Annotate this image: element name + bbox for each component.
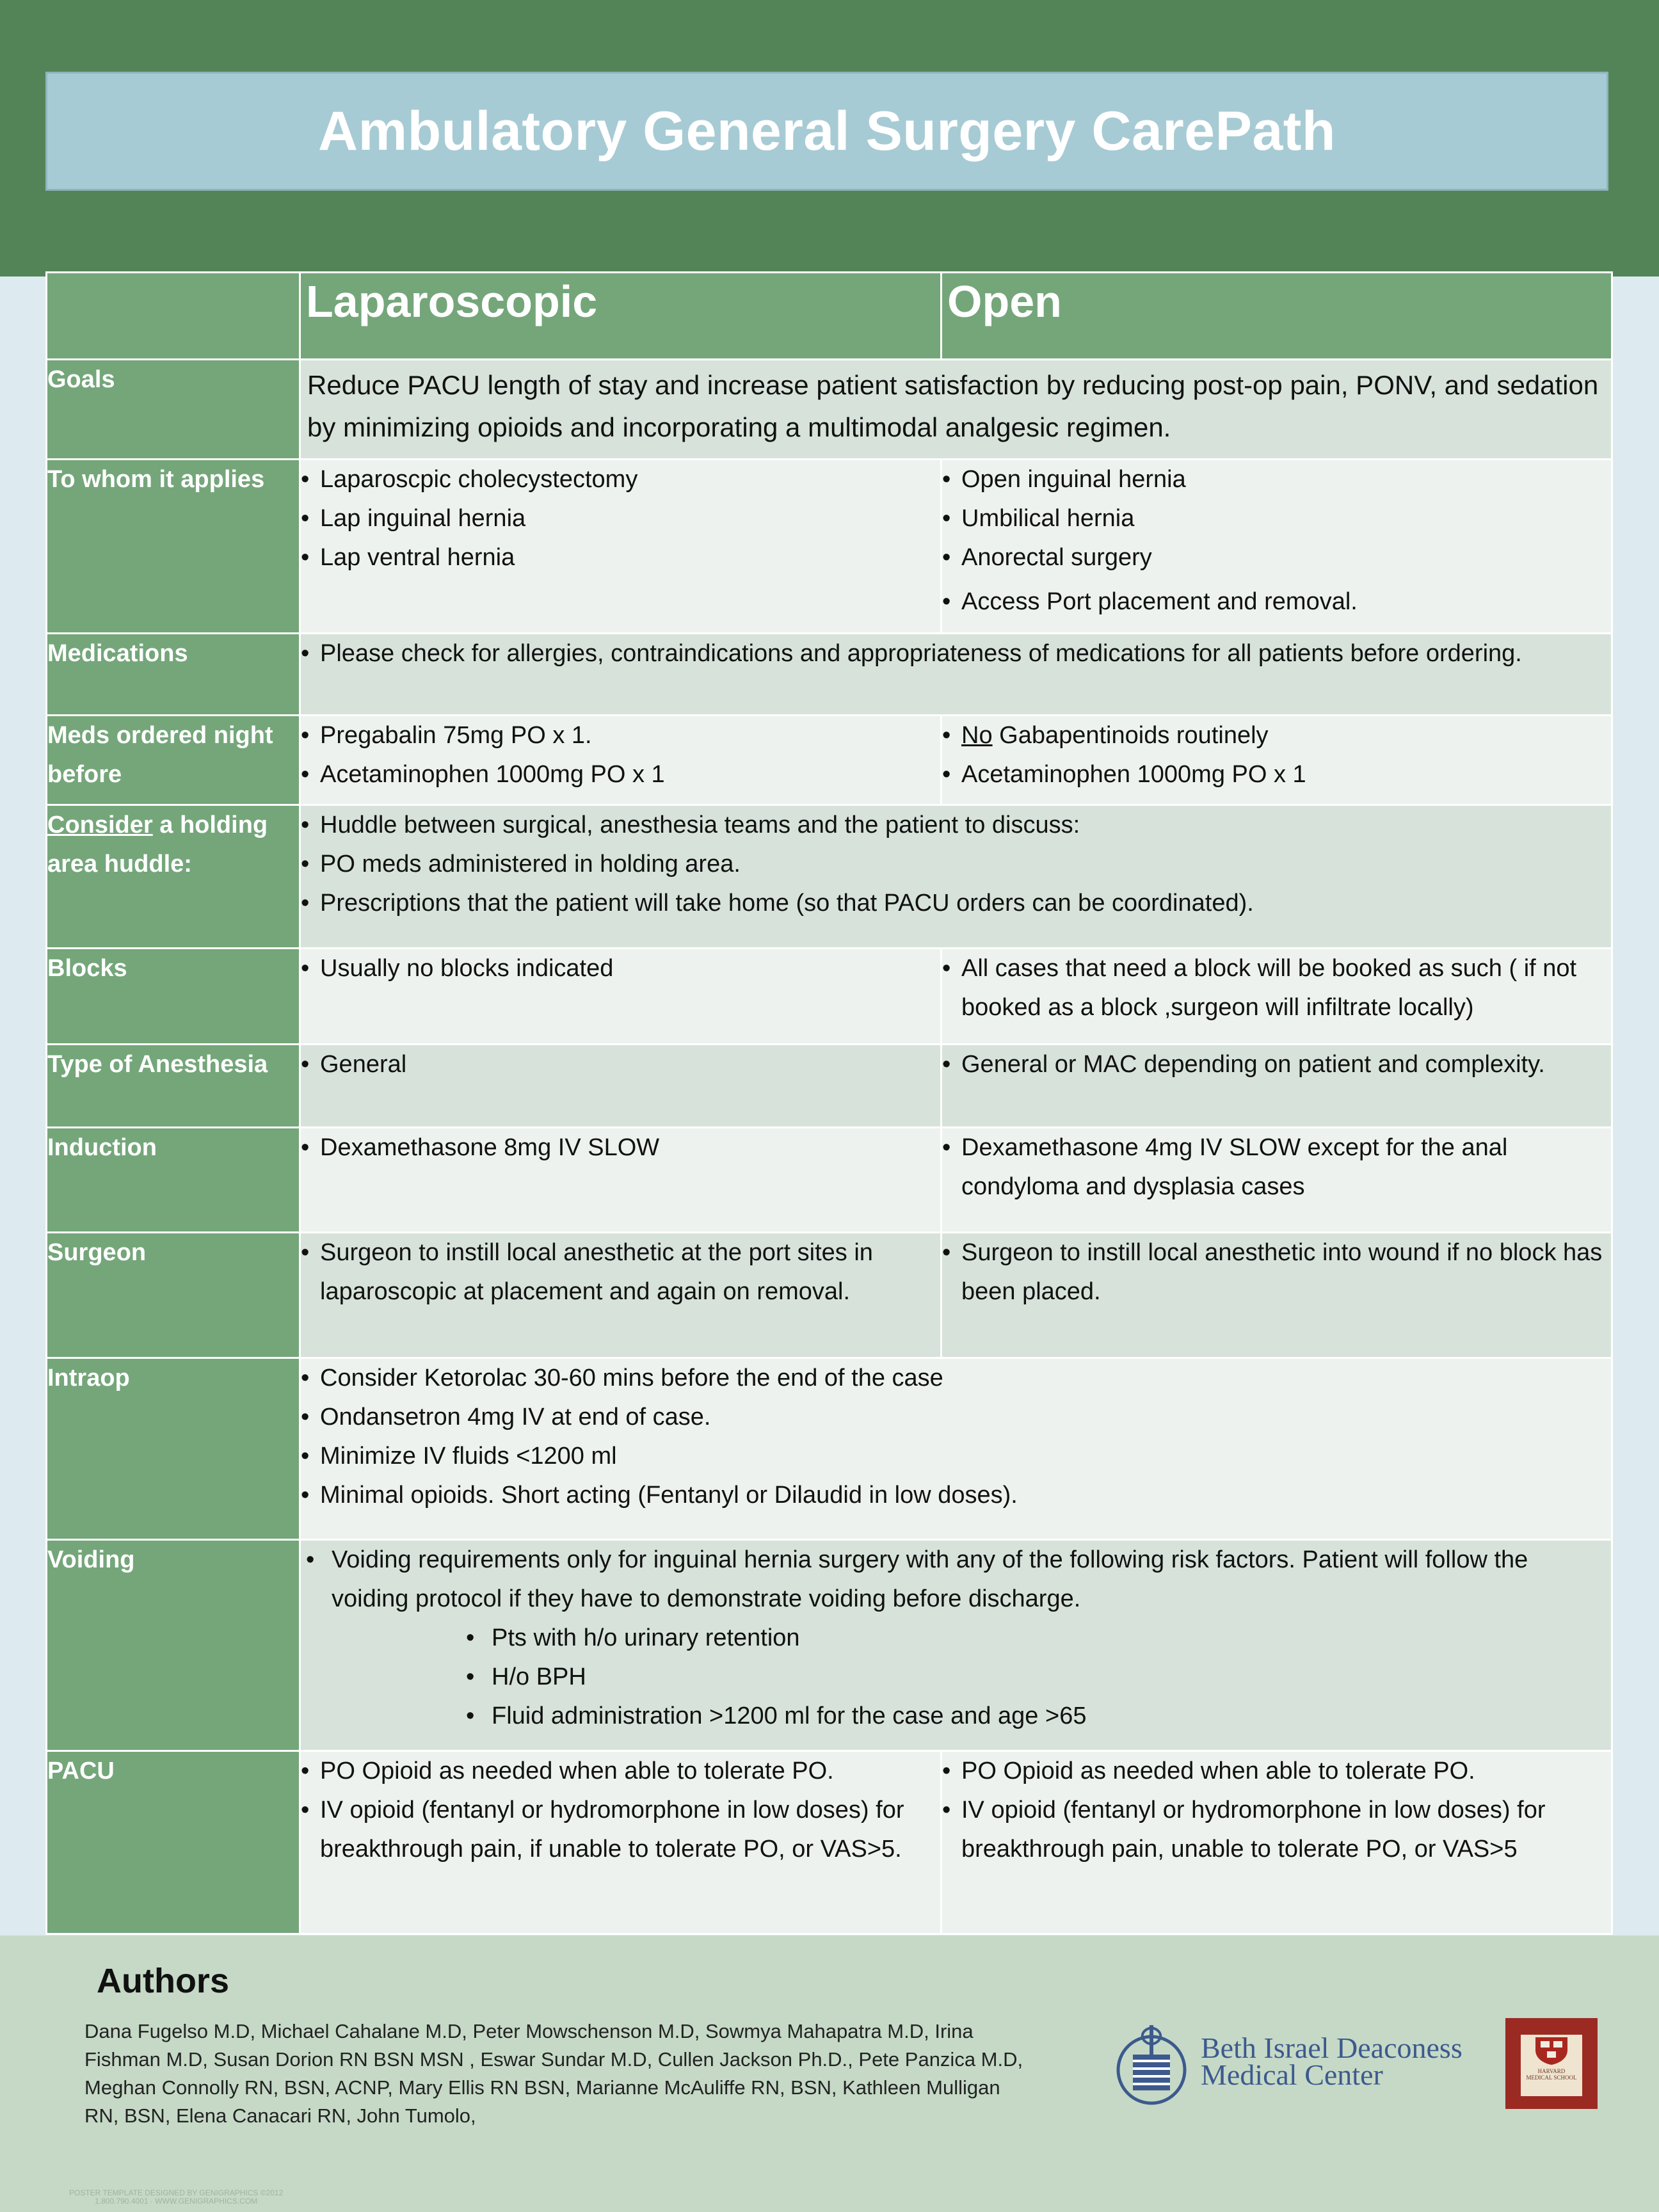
table-row (47, 460, 1612, 634)
hms-shield-icon (1533, 2035, 1570, 2065)
list-item: • PO Opioid as needed when able to tolerate PO. (942, 1752, 1611, 1791)
table-row (47, 634, 1612, 716)
voiding-main-text: • Voiding requirements only for inguinal hernia surgery with any of the following risk factors. Patient will follow the voiding protocol if they have to demonstrate voiding before discharge. (301, 1541, 1611, 1619)
hms-seal (1521, 2035, 1582, 2096)
list-item: • Access Port placement and removal. (942, 582, 1611, 621)
table-row (47, 1751, 1612, 1934)
table-header-row (47, 273, 1612, 360)
list-item: • Anorectal surgery (942, 538, 1611, 577)
table-row (47, 949, 1612, 1045)
template-credit (69, 2189, 283, 2206)
intraop-text (300, 1358, 1612, 1540)
meds-night-laparoscopic (300, 716, 942, 805)
list-item: • General (301, 1045, 940, 1084)
no-emphasis: No (961, 722, 993, 749)
bidmc-name (1201, 2032, 1463, 2091)
list-item: • Umbilical hernia (942, 499, 1611, 538)
row-label-medications: Medications (47, 634, 300, 716)
list-item (942, 716, 1611, 755)
table-row (47, 1233, 1612, 1358)
table-row (47, 360, 1612, 460)
meds-night-open (942, 716, 1612, 805)
authors-list: Dana Fugelso M.D, Michael Cahalane M.D, Peter Mowschenson M.D, Sowmya Mahapatra M.D, Irina Fishman M.D, Susan Dorion RN BSN MSN , Eswar Sundar M.D, Cullen Jackson Ph.D., Pete Panzica M.D, Meghan Connolly RN, BSN, ACNP, Mary Ellis RN BSN, Marianne McAuliffe RN, BSN, Kathleen Mulligan RN, BSN, Elena Canacari RN, John Tumolo, (84, 2020, 1023, 2127)
bidmc-line1: Beth Israel Deaconess (1201, 2032, 1463, 2064)
title-banner (45, 72, 1608, 191)
list-item: • Lap ventral hernia (301, 538, 940, 577)
goals-text: Reduce PACU length of stay and increase patient satisfaction by reducing post-op pain, PONV, and sedation by minimizing opioids and incorporating a multimodal analgesic regimen. (300, 360, 1612, 460)
table-row (47, 1540, 1612, 1751)
list-item: • Huddle between surgical, anesthesia teams and the patient to discuss: (301, 806, 1611, 845)
list-item: • Minimal opioids. Short acting (Fentanyl or Dilaudid in low doses). (301, 1476, 1611, 1515)
blocks-laparoscopic (300, 949, 942, 1045)
authors-heading: Authors (97, 1962, 229, 2000)
voiding-text (300, 1540, 1612, 1751)
list-item: • Usually no blocks indicated (301, 949, 940, 988)
page-title: Ambulatory General Surgery CarePath (318, 100, 1336, 162)
row-label-blocks: Blocks (47, 949, 300, 1045)
hms-logo (1505, 2018, 1598, 2109)
list-item: • Acetaminophen 1000mg PO x 1 (301, 755, 940, 794)
gabapentinoids-text: Gabapentinoids routinely (992, 722, 1269, 749)
list-item: • Consider Ketorolac 30-60 mins before the end of the case (301, 1359, 1611, 1398)
anesthesia-open (942, 1045, 1612, 1128)
template-credit-line1: POSTER TEMPLATE DESIGNED BY GENIGRAPHICS ©2012 (69, 2188, 284, 2197)
header-empty-cell (47, 273, 300, 360)
list-item: • H/o BPH (466, 1658, 1611, 1697)
table-row (47, 1358, 1612, 1540)
surgeon-open (942, 1233, 1612, 1358)
pacu-laparoscopic (300, 1751, 942, 1934)
row-label-anesthesia: Type of Anesthesia (47, 1045, 300, 1128)
bidmc-line2: Medical Center (1201, 2058, 1383, 2091)
bidmc-logo (1114, 2016, 1463, 2107)
list-item: • General or MAC depending on patient and complexity. (942, 1045, 1611, 1084)
list-item: • All cases that need a block will be booked as such ( if not booked as a block ,surgeon will infiltrate locally) (942, 949, 1611, 1027)
list-item: • Surgeon to instill local anesthetic at the port sites in laparoscopic at placement and again on removal. (301, 1233, 940, 1311)
row-label-voiding: Voiding (47, 1540, 300, 1751)
row-label-intraop: Intraop (47, 1358, 300, 1540)
pacu-open (942, 1751, 1612, 1934)
list-item: • PO meds administered in holding area. (301, 845, 1611, 884)
list-item: • Ondansetron 4mg IV at end of case. (301, 1398, 1611, 1437)
surgeon-laparoscopic (300, 1233, 942, 1358)
bidmc-emblem-icon (1114, 2016, 1189, 2107)
row-label-pacu: PACU (47, 1751, 300, 1934)
list-item: • Surgeon to instill local anesthetic into wound if no block has been placed. (942, 1233, 1611, 1311)
row-label-huddle (47, 805, 300, 949)
row-label-applies: To whom it applies (47, 460, 300, 634)
list-item: • PO Opioid as needed when able to tolerate PO. (301, 1752, 940, 1791)
list-item: • Minimize IV fluids <1200 ml (301, 1437, 1611, 1476)
list-item: • Please check for allergies, contraindications and appropriateness of medications for all patients before ordering. (301, 634, 1611, 673)
table-row (47, 716, 1612, 805)
list-item: • IV opioid (fentanyl or hydromorphone in low doses) for breakthrough pain, unable to tolerate PO, or VAS>5 (942, 1791, 1611, 1869)
table-row (47, 1128, 1612, 1233)
medications-text (300, 634, 1612, 716)
anesthesia-laparoscopic (300, 1045, 942, 1128)
list-item: • Open inguinal hernia (942, 460, 1611, 499)
header-open: Open (942, 273, 1612, 360)
list-item: • Pts with h/o urinary retention (466, 1619, 1611, 1658)
applies-laparoscopic (300, 460, 942, 634)
hms-line1: HARVARD (1537, 2068, 1566, 2074)
row-label-induction: Induction (47, 1128, 300, 1233)
row-label-surgeon: Surgeon (47, 1233, 300, 1358)
table-row (47, 1045, 1612, 1128)
blocks-open (942, 949, 1612, 1045)
list-item: • Lap inguinal hernia (301, 499, 940, 538)
row-label-goals: Goals (47, 360, 300, 460)
list-item: • Fluid administration >1200 ml for the case and age >65 (466, 1697, 1611, 1736)
template-credit-line2: 1.800.790.4001 · WWW.GENIGRAPHICS.COM (95, 2197, 258, 2206)
hms-label (1527, 2068, 1577, 2081)
applies-open (942, 460, 1612, 634)
list-item: • Dexamethasone 8mg IV SLOW (301, 1128, 940, 1167)
carepath-table (45, 271, 1613, 1935)
row-label-meds-night: Meds ordered night before (47, 716, 300, 805)
list-item: • Prescriptions that the patient will take home (so that PACU orders can be coordinated). (301, 884, 1611, 923)
table-row (47, 805, 1612, 949)
induction-laparoscopic (300, 1128, 942, 1233)
hms-line2: MEDICAL SCHOOL (1526, 2074, 1577, 2081)
list-item: • IV opioid (fentanyl or hydromorphone in low doses) for breakthrough pain, if unable to tolerate PO, or VAS>5. (301, 1791, 940, 1869)
consider-emphasis: Consider (47, 812, 153, 838)
induction-open (942, 1128, 1612, 1233)
list-item: • Acetaminophen 1000mg PO x 1 (942, 755, 1611, 794)
list-item: • Dexamethasone 4mg IV SLOW except for the anal condyloma and dysplasia cases (942, 1128, 1611, 1206)
huddle-label-rest: a holding area huddle: (47, 812, 268, 878)
list-item: • Pregabalin 75mg PO x 1. (301, 716, 940, 755)
list-item: • Laparoscpic cholecystectomy (301, 460, 940, 499)
huddle-text (300, 805, 1612, 949)
header-laparoscopic: Laparoscopic (300, 273, 942, 360)
